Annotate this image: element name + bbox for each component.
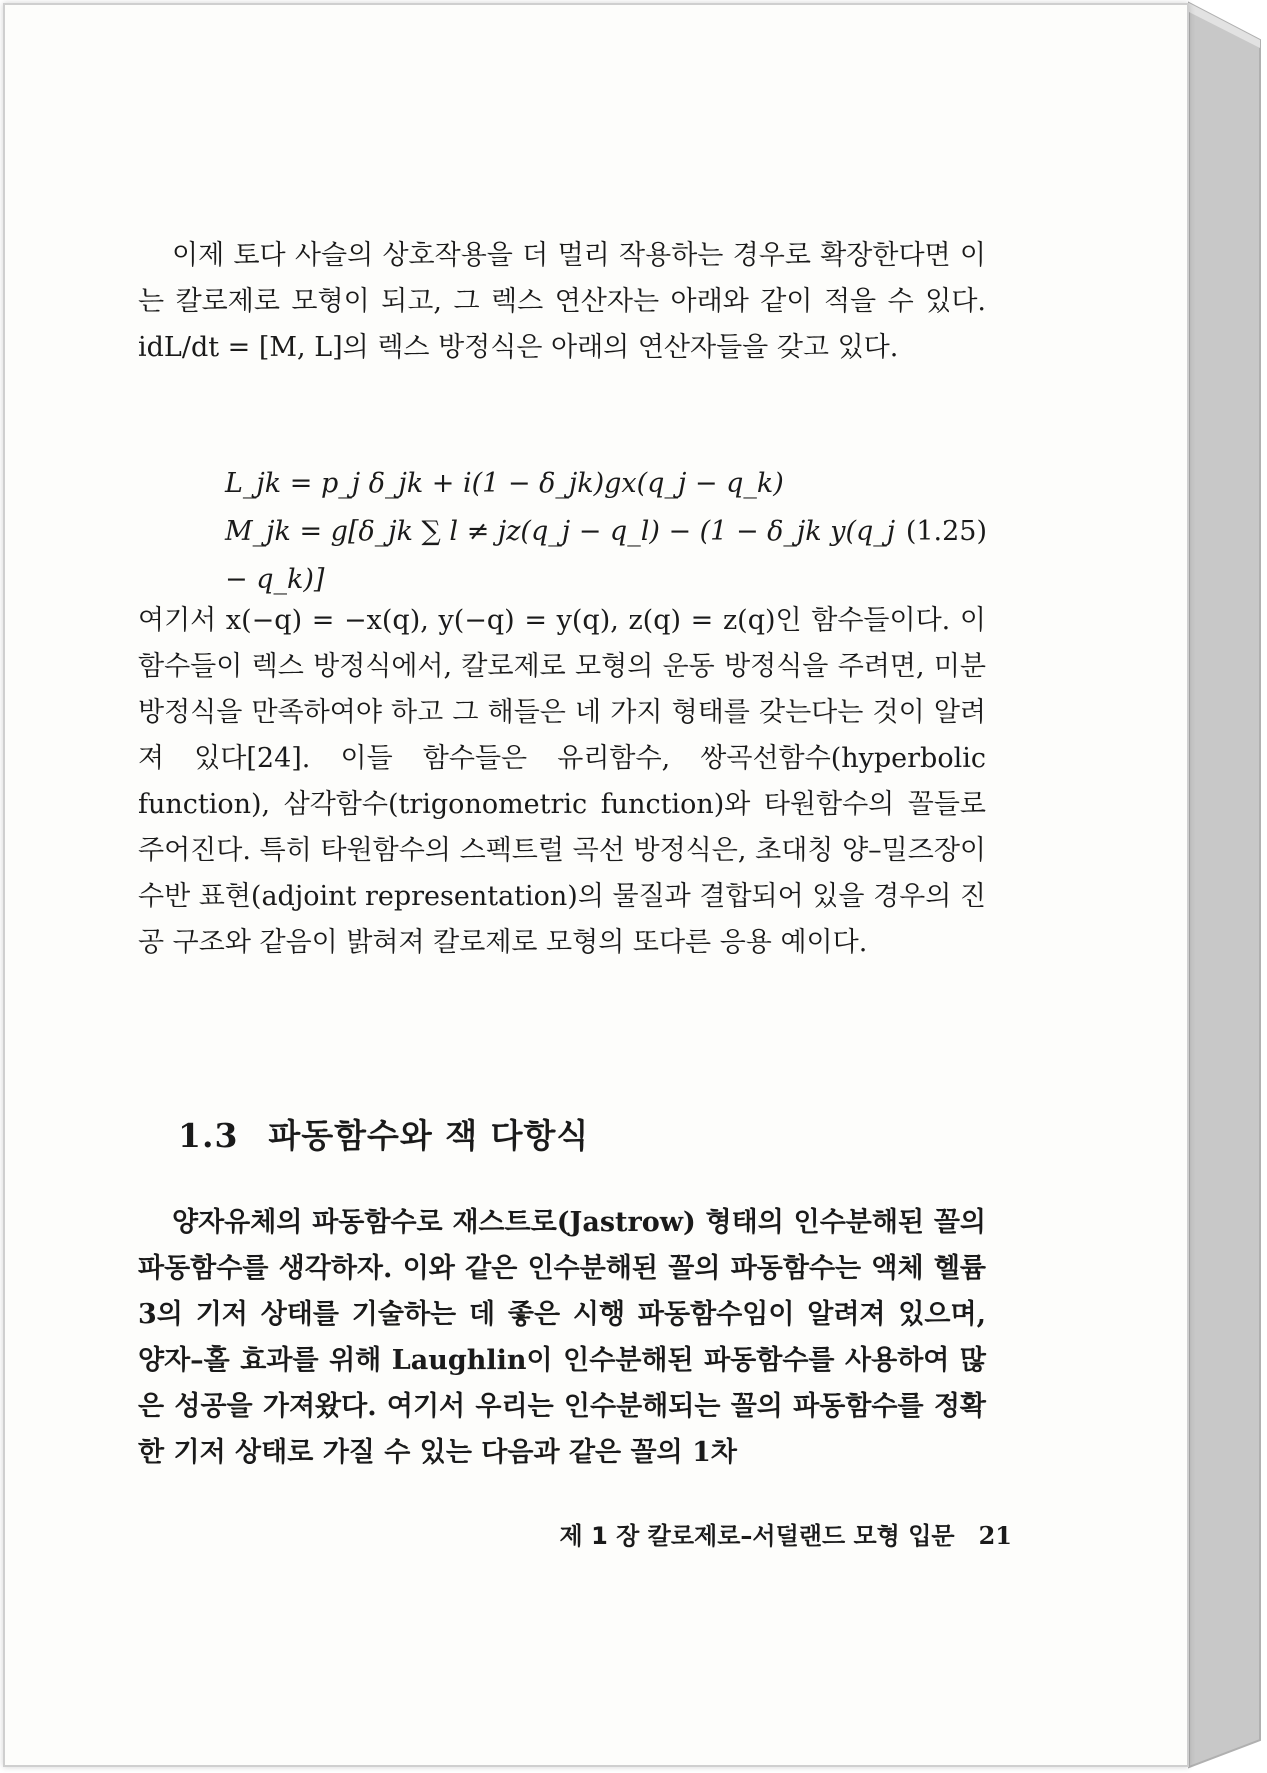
paragraph-wave-functions: 양자유체의 파동함수로 재스트로(Jastrow) 형태의 인수분해된 꼴의 파동함수를 생각하자. 이와 같은 인수분해된 꼴의 파동함수는 액체 헬륨 3의 기저 상태를 기술하는 데 좋은 시행 파동함수임이 알려져 있으며, 양자–홀 효과를 위해 Laughlin이 인수분해된 파동함수를 사용하여 많은 성공을 가져왔다. 여기서 우리는 인수분해되는 꼴의 파동함수를 정확한 기저 상태로 가질 수 있는 다음과 같은 꼴의 1차 (138, 1207, 986, 1468)
section-heading (178, 1110, 589, 1157)
running-footer (560, 1516, 1012, 1551)
equation-number: (1.25) (905, 516, 987, 547)
section-number: 1.3 (178, 1116, 239, 1155)
paragraph-lax-operators: 이제 토다 사슬의 상호작용을 더 멀리 작용하는 경우로 확장한다면 이는 칼로제로 모형이 되고, 그 렉스 연산자는 아래와 같이 적을 수 있다. idL/dt = [M, L]의 렉스 방정식은 아래의 연산자들을 갖고 있다. (138, 240, 986, 363)
page-number: 21 (978, 1521, 1012, 1550)
chapter-title: 제 1 장 칼로제로–서덜랜드 모형 입문 (559, 1522, 955, 1550)
paragraph-function-types: 여기서 x(−q) = −x(q), y(−q) = y(q), z(q) = z(q)인 함수들이다. 이 함수들이 렉스 방정식에서, 칼로제로 모형의 운동 방정식을 주려면, 미분 방정식을 만족하여야 하고 그 해들은 네 가지 형태를 갖는다는 것이 알려져 있다[24]. 이들 함수들은 유리함수, 쌍곡선함수(hyperbolic function), 삼각함수(trigonometric function)와 타원함수의 꼴들로 주어진다. 특히 타원함수의 스펙트럴 곡선 방정식은, 초대칭 양–밀즈장이 수반 표현(adjoint representation)의 물질과 결합되어 있을 경우의 진공 구조와 같음이 밝혀져 칼로제로 모형의 또다른 응용 예이다. (138, 605, 986, 958)
equation-1-25 (225, 460, 987, 604)
equation-line-l: L_jk = p_j δ_jk + i(1 − δ_jk)gx(q_j − q_k) (225, 468, 784, 499)
section-title: 파동함수와 잭 다항식 (268, 1116, 590, 1155)
equation-line-m: M_jk = g[δ_jk ∑ l ≠ jz(q_j − q_l) − (1 − δ_jk y(q_j − q_k)] (225, 516, 896, 595)
